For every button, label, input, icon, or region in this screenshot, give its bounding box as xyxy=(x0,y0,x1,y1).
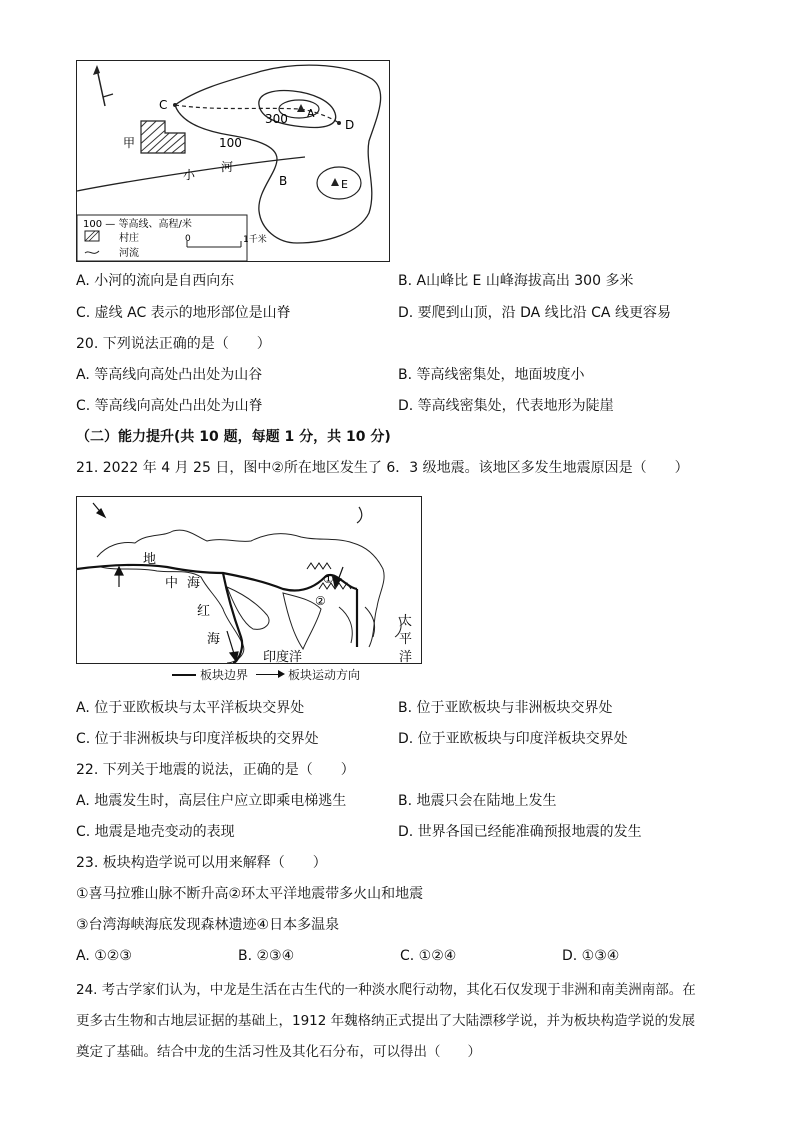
legend-arrow-head-icon xyxy=(278,670,285,678)
plate-map-figure xyxy=(76,496,422,664)
label-c: C xyxy=(159,98,168,112)
label-marker-1: ① xyxy=(323,572,334,586)
q22-stem: 22. 下列关于地震的说法，正确的是（ ） xyxy=(76,762,355,778)
q19-option-a[interactable]: A. 小河的流向是自西向东 xyxy=(76,273,235,289)
q20-option-a[interactable]: A. 等高线向高处凸出处为山谷 xyxy=(76,367,263,383)
section-title: （二）能力提升(共 10 题，每题 1 分，共 10 分) xyxy=(76,429,391,445)
q23-stem: 23. 板块构造学说可以用来解释（ ） xyxy=(76,855,327,871)
plate-map-svg xyxy=(77,497,421,663)
label-100: 100 xyxy=(219,136,242,150)
legend-boundary-label: 板块边界 xyxy=(200,668,249,682)
label-river-2: 河 xyxy=(221,160,234,174)
q23-option-b[interactable]: B. ②③④ xyxy=(238,948,295,964)
q23-option-a[interactable]: A. ①②③ xyxy=(76,948,132,964)
label-d: D xyxy=(345,118,355,132)
label-e: E xyxy=(341,178,348,191)
q21-option-c[interactable]: C. 位于非洲板块与印度洋板块的交界处 xyxy=(76,731,319,747)
label-di: 地 xyxy=(143,552,157,567)
north-arrow-icon xyxy=(93,65,113,106)
label-river-1: 小 xyxy=(183,168,196,182)
label-jia: 甲 xyxy=(123,136,136,150)
label-b: B xyxy=(279,174,288,188)
q23-option-d[interactable]: D. ①③④ xyxy=(562,948,620,964)
q19-option-d[interactable]: D. 要爬到山顶，沿 DA 线比沿 CA 线更容易 xyxy=(398,305,671,321)
legend-scale-1: 1千米 xyxy=(243,235,267,245)
legend-direction-label: 板块运动方向 xyxy=(288,668,361,682)
q24-line-2: 更多古生物和古地层证据的基础上，1912 年魏格纳正式提出了大陆漂移学说，并为板块构造学说的发展 xyxy=(76,1013,696,1029)
peak-a-icon xyxy=(297,104,305,112)
map-legend xyxy=(77,215,267,261)
q20-option-c[interactable]: C. 等高线向高处凸出处为山脊 xyxy=(76,398,263,414)
q24-line-3: 奠定了基础。结合中龙的生活习性及其化石分布，可以得出（ ） xyxy=(76,1044,481,1060)
plate-map-legend xyxy=(172,666,412,684)
q19-option-c[interactable]: C. 虚线 AC 表示的地形部位是山脊 xyxy=(76,305,291,321)
legend-contour: 100 — 等高线、高程/米 xyxy=(83,219,192,230)
label-a: A xyxy=(307,107,315,120)
q23-option-c[interactable]: C. ①②④ xyxy=(400,948,457,964)
q21-option-d[interactable]: D. 位于亚欧板块与印度洋板块交界处 xyxy=(398,731,628,747)
legend-river: 河流 xyxy=(119,248,139,259)
arabia-outline xyxy=(227,587,269,629)
label-tai: 太 xyxy=(399,614,413,629)
q22-option-a[interactable]: A. 地震发生时，高层住户应立即乘电梯逃生 xyxy=(76,793,347,809)
label-300: 300 xyxy=(265,112,288,126)
q23-line-2: ③台湾海峡海底发现森林遗迹④日本多温泉 xyxy=(76,917,340,933)
q19-option-b[interactable]: B. A山峰比 E 山峰海拔高出 300 多米 xyxy=(398,273,634,289)
q20-option-d[interactable]: D. 等高线密集处，代表地形为陡崖 xyxy=(398,398,614,414)
q21-option-a[interactable]: A. 位于亚欧板块与太平洋板块交界处 xyxy=(76,700,305,716)
village-icon xyxy=(137,111,189,157)
label-hai-2: 海 xyxy=(207,632,221,647)
q20-stem: 20. 下列说法正确的是（ ） xyxy=(76,336,271,352)
q24-line-1: 24. 考古学家们认为，中龙是生活在古生代的一种淡水爬行动物，其化石仅发现于非洲和南美洲南部。在 xyxy=(76,982,696,998)
q23-line-1: ①喜马拉雅山脉不断升高②环太平洋地震带多火山和地震 xyxy=(76,886,424,902)
japan-outline xyxy=(357,507,362,523)
label-hong: 红 xyxy=(197,604,211,619)
legend-boundary-line xyxy=(172,674,196,676)
label-marker-2: ② xyxy=(315,594,326,608)
q22-option-c[interactable]: C. 地震是地壳变动的表现 xyxy=(76,824,235,840)
legend-scale-0: 0 xyxy=(185,234,191,244)
q21-option-b[interactable]: B. 位于亚欧板块与非洲板块交界处 xyxy=(398,700,613,716)
q20-option-b[interactable]: B. 等高线密集处，地面坡度小 xyxy=(398,367,585,383)
contour-map-svg xyxy=(77,61,389,261)
label-ping: 平 xyxy=(399,632,413,647)
q22-option-d[interactable]: D. 世界各国已经能准确预报地震的发生 xyxy=(398,824,642,840)
q21-stem: 21. 2022 年 4 月 25 日，图中②所在地区发生了 6．3 级地震。该地区多发生地震原因是（ ） xyxy=(76,460,689,476)
label-hai-1: 海 xyxy=(187,576,201,591)
contour-peak-e xyxy=(317,167,361,199)
contour-map-figure xyxy=(76,60,390,262)
label-indian-ocean: 印度洋 xyxy=(263,650,303,663)
q22-option-b[interactable]: B. 地震只会在陆地上发生 xyxy=(398,793,557,809)
europe-outline xyxy=(97,530,384,647)
peak-e-icon xyxy=(331,178,339,186)
label-zhong: 中 xyxy=(165,576,179,591)
legend-village: 村庄 xyxy=(119,233,139,244)
label-yang: 洋 xyxy=(399,650,413,663)
